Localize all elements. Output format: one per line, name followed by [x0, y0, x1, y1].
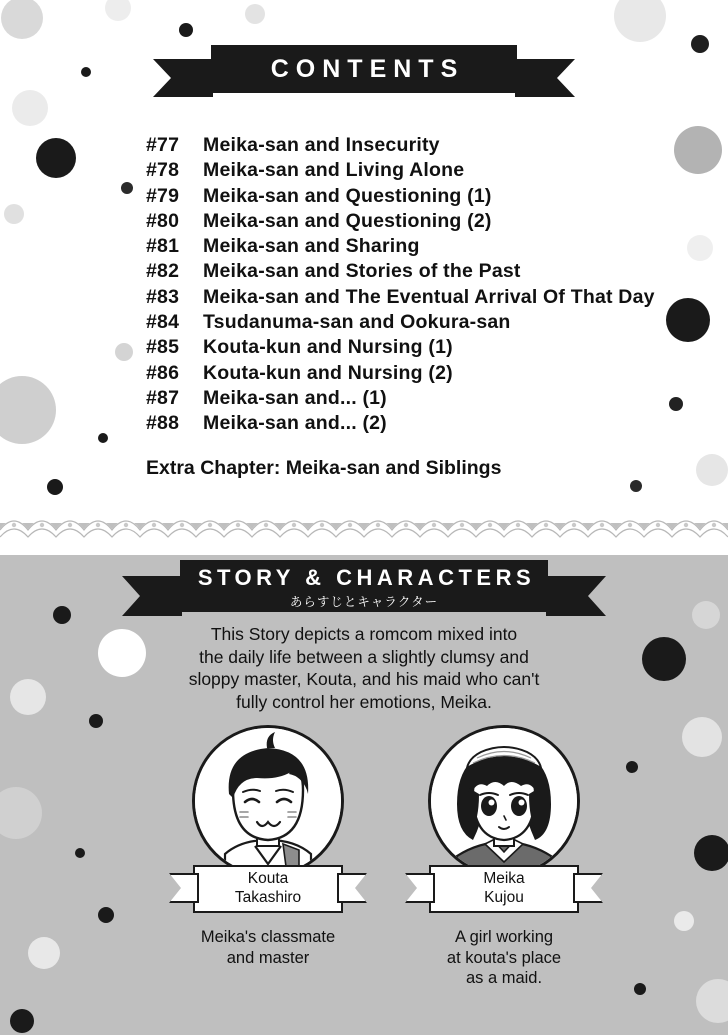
toc-row: [146, 184, 706, 209]
toc-title: Meika-san and Stories of the Past: [203, 260, 521, 283]
toc-number: #77: [146, 134, 180, 156]
avatar: [192, 725, 344, 877]
table-of-contents: [146, 133, 706, 437]
extra-chapter-line: Extra Chapter: Meika-san and Siblings: [146, 457, 502, 479]
character-desc-line: as a maid.: [465, 969, 543, 987]
character-desc-line: Meika's classmate: [200, 928, 336, 946]
story-banner-title: STORY & CHARACTERS: [197, 564, 536, 590]
toc-number: #83: [146, 285, 180, 308]
toc-row: [146, 386, 706, 411]
ribbon-tail-left: [153, 59, 213, 97]
toc-number: #81: [146, 235, 180, 258]
kouta-portrait-icon: [195, 728, 341, 874]
toc-number: #80: [146, 209, 180, 232]
character-desc-line: A girl working: [454, 928, 554, 946]
toc-title: Meika-san and Insecurity: [203, 134, 440, 156]
toc-title: Meika-san and Questioning (2): [203, 209, 492, 232]
toc-row: [146, 335, 706, 360]
toc-number: #87: [146, 386, 180, 409]
toc-title: Meika-san and Questioning (1): [203, 184, 492, 207]
character-name-ribbon: [429, 865, 579, 913]
toc-title: Tsudanuma-san and Ookura-san: [203, 311, 511, 334]
synopsis-line: fully control her emotions, Meika.: [236, 691, 492, 712]
character-description: [404, 927, 604, 989]
character-card-kouta: [168, 725, 368, 968]
ribbon-tail-right: [546, 576, 606, 616]
character-name-line2: Kujou: [484, 888, 524, 906]
lace-divider: [0, 503, 728, 555]
character-card-meika: [404, 725, 604, 989]
toc-title: Meika-san and... (2): [203, 412, 387, 435]
toc-row: [146, 209, 706, 234]
contents-banner-title: CONTENTS: [270, 54, 465, 83]
avatar: [428, 725, 580, 877]
ribbon-tail-right: [337, 873, 367, 903]
ribbon-tail-left: [122, 576, 182, 616]
toc-row: [146, 259, 706, 284]
toc-row: [146, 361, 706, 386]
meika-portrait-icon: [431, 728, 577, 874]
ribbon-tail-right: [573, 873, 603, 903]
toc-row: [146, 411, 706, 436]
toc-title: Kouta-kun and Nursing (1): [203, 336, 453, 359]
toc-row: [146, 310, 706, 335]
toc-number: #86: [146, 361, 180, 384]
toc-row: [146, 234, 706, 259]
character-name-line1: Meika: [483, 870, 525, 887]
contents-banner: [0, 45, 728, 93]
toc-number: #88: [146, 412, 180, 435]
story-banner-subtitle: あらすじとキャラクター: [289, 594, 439, 609]
toc-title: Kouta-kun and Nursing (2): [203, 361, 453, 384]
character-name-ribbon: [193, 865, 343, 913]
toc-number: #82: [146, 260, 180, 283]
toc-row: [146, 133, 706, 158]
toc-title: Meika-san and The Eventual Arrival Of That Day: [203, 285, 655, 308]
synopsis-line: the daily life between a slightly clumsy and: [199, 646, 529, 667]
toc-row: [146, 285, 706, 310]
toc-row: [146, 158, 706, 183]
story-banner: [0, 560, 728, 612]
synopsis-line: sloppy master, Kouta, and his maid who can't: [188, 669, 540, 689]
synopsis-line: This Story depicts a romcom mixed into: [210, 624, 518, 644]
toc-number: #79: [146, 184, 180, 207]
character-desc-line: and master: [226, 948, 310, 967]
character-name-line2: Takashiro: [234, 888, 302, 906]
toc-title: Meika-san and Living Alone: [203, 159, 465, 182]
toc-title: Meika-san and Sharing: [203, 235, 420, 258]
character-desc-line: at kouta's place: [446, 948, 562, 967]
toc-number: #78: [146, 159, 180, 182]
toc-number: #85: [146, 336, 180, 359]
toc-title: Meika-san and... (1): [203, 386, 387, 409]
ribbon-tail-right: [515, 59, 575, 97]
character-description: [168, 927, 368, 968]
synopsis-text: [0, 623, 728, 713]
character-name-line1: Kouta: [247, 870, 289, 887]
toc-number: #84: [146, 311, 180, 334]
